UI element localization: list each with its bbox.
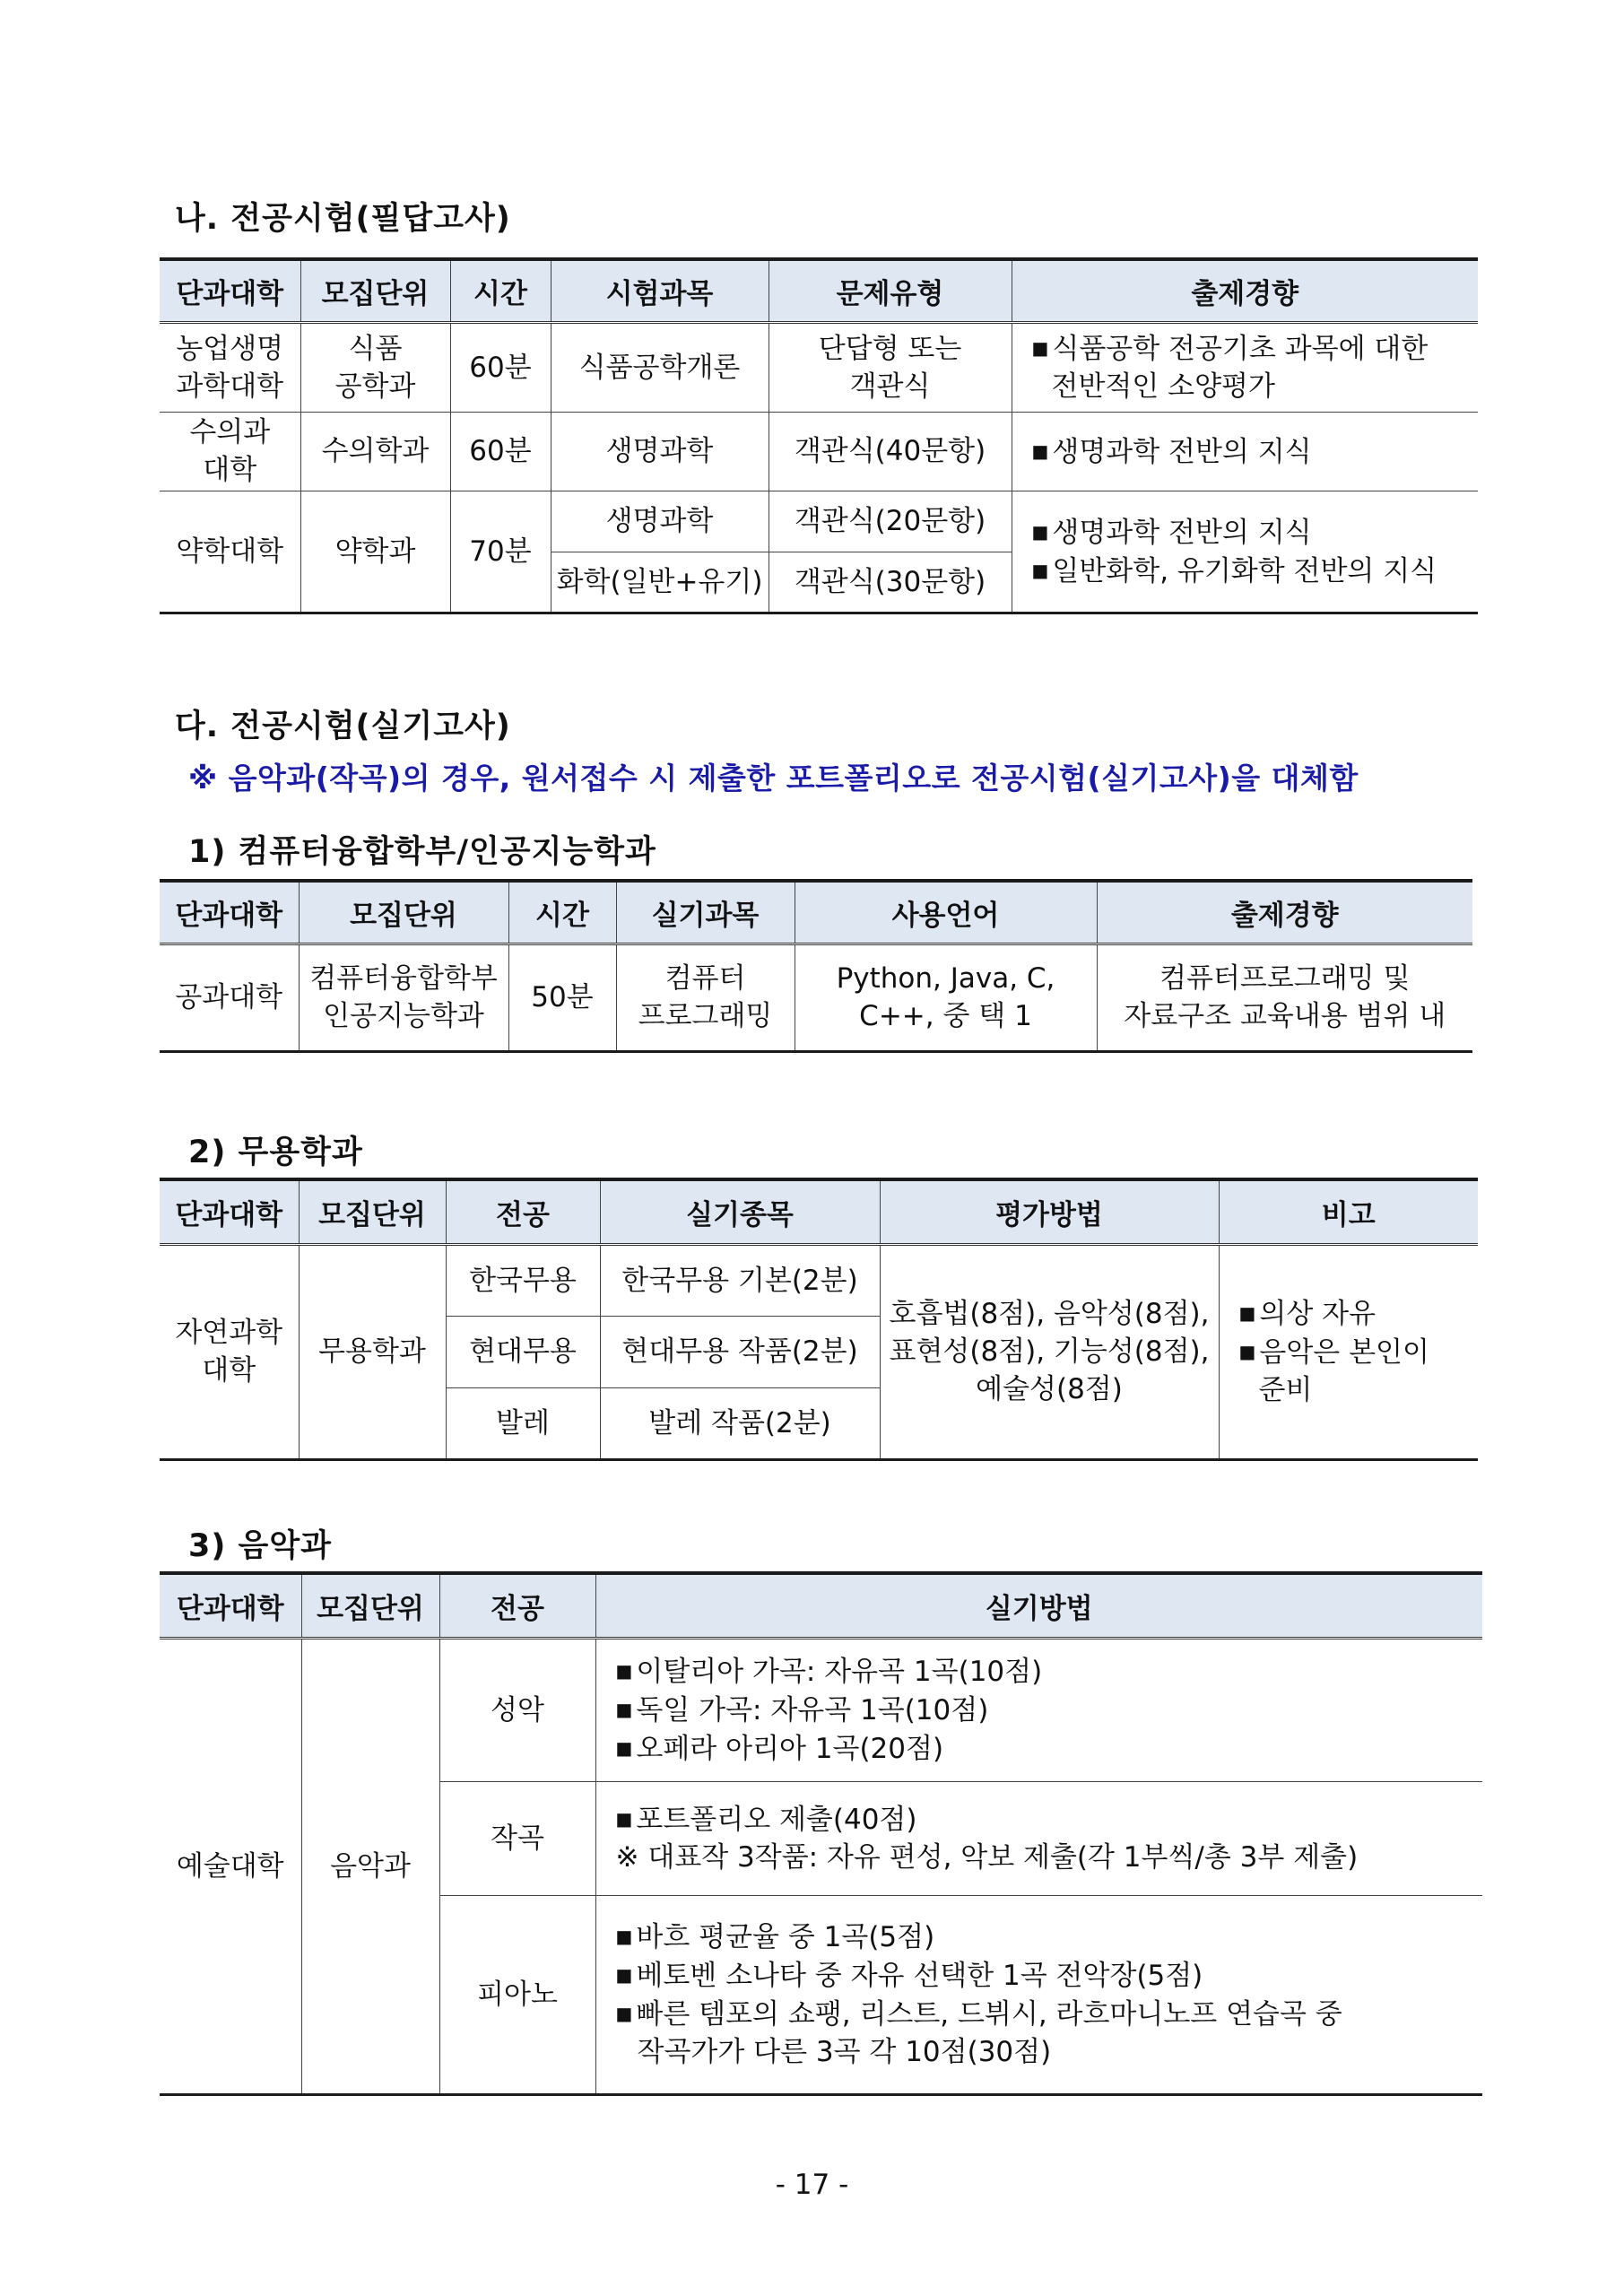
type-cell: 단답형 또는 객관식 [769,322,1012,412]
major-cell: 발레 [446,1387,600,1459]
square-bullet-icon: ■ [1031,520,1049,543]
header-major: 전공 [439,1573,595,1638]
square-bullet-icon: ■ [615,1660,633,1682]
list-item-continuation: 작곡가가 다른 3곡 각 10점(30점) [637,2036,1052,2068]
square-bullet-icon: ■ [615,2003,633,2024]
header-unit: 모집단위 [299,1179,446,1244]
square-bullet-icon: ■ [615,1737,633,1759]
computer-exam-table [160,879,1472,1053]
sub3-title: 3) 음악과 [188,1528,332,1564]
header-time: 시간 [450,259,551,322]
subject-cell: 화학(일반+유기) [551,552,769,613]
table-row [160,322,1478,412]
square-bullet-icon: ■ [1238,1341,1256,1362]
unit-cell: 식품 공학과 [300,322,450,412]
table-row [160,944,1472,1051]
header-remarks: 비고 [1219,1179,1478,1244]
dance-exam-table [160,1178,1478,1461]
subject-cell: 식품공학개론 [551,322,769,412]
square-bullet-icon: ■ [615,1964,633,1986]
unit-cell: 음악과 [301,1638,439,2094]
type-cell: 객관식(20문항) [769,491,1012,552]
table-row [160,1244,1478,1316]
header-college: 단과대학 [160,1573,301,1638]
composition-note: ※ 대표작 3작품: 자유 편성, 악보 제출(각 1부씩/총 3부 제출) [615,1841,1359,1874]
list-item: ■ 포트폴리오 제출(40점) [615,1804,917,1836]
header-trend: 출제경향 [1097,881,1472,944]
major-cell: 성악 [439,1638,595,1781]
time-cell: 70분 [450,491,551,613]
time-cell: 50분 [508,944,616,1051]
header-language: 사용언어 [795,881,1097,944]
square-bullet-icon: ■ [615,1699,633,1720]
trend-cell: ■ 생명과학 전반의 지식 ■ 일반화학, 유기화학 전반의 지식 [1012,491,1478,613]
music-exam-table [160,1571,1482,2096]
list-item: ■ 베토벤 소나타 중 자유 선택한 1곡 전악장(5점) [615,1960,1203,1992]
notice-text: ※ 음악과(작곡)의 경우, 원서접수 시 제출한 포트폴리오로 전공시험(실기고사)을 대체함 [188,761,1359,796]
square-bullet-icon: ■ [1031,559,1049,581]
time-cell: 60분 [450,322,551,412]
table-row [160,412,1478,491]
subject-cell: 생명과학 [551,491,769,552]
method-cell [595,1781,1482,1895]
method-cell [595,1895,1482,2094]
sub2-title: 2) 무용학과 [188,1135,363,1170]
square-bullet-icon: ■ [1031,439,1049,462]
subject-cell: 컴퓨터 프로그래밍 [616,944,795,1051]
header-unit: 모집단위 [300,259,450,322]
unit-cell: 무용학과 [299,1244,446,1459]
header-college: 단과대학 [160,259,300,322]
trend-cell: 컴퓨터프로그래밍 및 자료구조 교육내용 범위 내 [1097,944,1472,1051]
evaluation-cell: 호흡법(8점), 음악성(8점), 표현성(8점), 기능성(8점), 예술성(8점) [880,1244,1219,1459]
square-bullet-icon: ■ [1238,1302,1256,1324]
college-cell: 예술대학 [160,1638,301,2094]
time-cell: 60분 [450,412,551,491]
header-subject: 시험과목 [551,259,769,322]
header-college: 단과대학 [160,1179,299,1244]
list-item: ■ 오페라 아리아 1곡(20점) [615,1733,944,1765]
header-item: 실기종목 [600,1179,880,1244]
unit-cell: 수의학과 [300,412,450,491]
major-cell: 현대무용 [446,1316,600,1387]
unit-cell: 약학과 [300,491,450,613]
header-method: 실기방법 [595,1573,1482,1638]
list-item: ■ 이탈리아 가곡: 자유곡 1곡(10점) [615,1656,1043,1688]
item-cell: 현대무용 작품(2분) [600,1316,880,1387]
header-subject: 실기과목 [616,881,795,944]
trend-cell: ■ 생명과학 전반의 지식 [1012,412,1478,491]
list-item: ■ 독일 가곡: 자유곡 1곡(10점) [615,1694,989,1726]
header-unit: 모집단위 [299,881,508,944]
college-cell: 공과대학 [160,944,299,1051]
remarks-cell: ■ 의상 자유 ■ 음악은 본인이 준비 [1219,1244,1478,1459]
header-major: 전공 [446,1179,600,1244]
major-cell: 한국무용 [446,1244,600,1316]
header-college: 단과대학 [160,881,299,944]
page-number: - 17 - [775,2169,849,2201]
unit-cell: 컴퓨터융합학부 인공지능학과 [299,944,508,1051]
square-bullet-icon: ■ [615,1808,633,1830]
method-cell [595,1638,1482,1781]
subject-cell: 생명과학 [551,412,769,491]
header-trend: 출제경향 [1012,259,1478,322]
language-cell: Python, Java, C, C++, 중 택 1 [795,944,1097,1051]
item-cell: 발레 작품(2분) [600,1387,880,1459]
item-cell: 한국무용 기본(2분) [600,1244,880,1316]
type-cell: 객관식(40문항) [769,412,1012,491]
college-cell: 수의과 대학 [160,412,300,491]
section-na-title: 나. 전공시험(필답고사) [175,201,511,237]
header-question-type: 문제유형 [769,259,1012,322]
table-row [160,1638,1482,1781]
major-cell: 피아노 [439,1895,595,2094]
college-cell: 약학대학 [160,491,300,613]
sub1-title: 1) 컴퓨터융합학부/인공지능학과 [188,834,656,870]
section-da-title: 다. 전공시험(실기고사) [175,709,511,744]
college-cell: 농업생명 과학대학 [160,322,300,412]
header-unit: 모집단위 [301,1573,439,1638]
type-cell: 객관식(30문항) [769,552,1012,613]
header-time: 시간 [508,881,616,944]
table-row [160,491,1478,552]
square-bullet-icon: ■ [615,1926,633,1947]
trend-cell: ■ 식품공학 전공기초 과목에 대한 전반적인 소양평가 [1012,322,1478,412]
header-evaluation: 평가방법 [880,1179,1219,1244]
written-exam-table [160,257,1478,614]
list-item: ■ 바흐 평균율 중 1곡(5점) [615,1921,935,1953]
list-item: ■ 빠른 템포의 쇼팽, 리스트, 드뷔시, 라흐마니노프 연습곡 중 [615,1998,1342,2031]
major-cell: 작곡 [439,1781,595,1895]
square-bullet-icon: ■ [1031,337,1049,359]
college-cell: 자연과학 대학 [160,1244,299,1459]
